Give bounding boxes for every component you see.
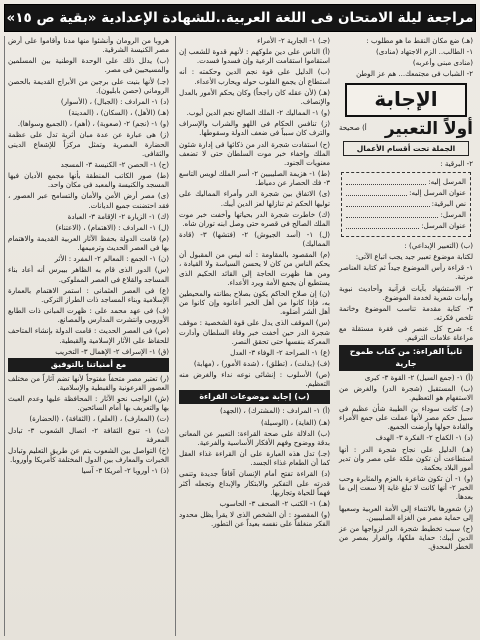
paragraph: (ط) ١- هزيمة الصليبيين ٢- أسر الملك لويس التاسع ٣- فك الحصار عن دمياط. bbox=[179, 169, 331, 188]
section-band: ثانياً القراءة: من كتاب طموح جارية bbox=[339, 345, 473, 371]
paragraph: (ك) خاطرت شجرة الدر بحياتها وأخفت خبر موت الملك الصالح فى قصره حتى وصل ابنه توران شاه. bbox=[179, 209, 330, 228]
paragraph: ٢- الاستشهاد بآيات قرآنية وأحاديث نبوية وأبيات شعرية لخدمة الموضوع. bbox=[339, 283, 473, 302]
column-right bbox=[336, 36, 476, 636]
paragraph: (ز) شعورها بالانتماء إلى الأمة العربية وسعيها إلى حماية مصر من الغزاة الصليبيين. bbox=[339, 503, 473, 522]
paragraph: (ع) فى العصر العثمانى : استمر الاهتمام بالعمارة الإسلامية وبناء المساجد ذات الطراز التركى. bbox=[8, 285, 169, 304]
paragraph: (ل) ١- المرادف : (الاهتمام) ، (الاعتناء) bbox=[55, 222, 169, 232]
paragraph: ١- قراءة رأس الموضوع جيداً ثم كتابة العناصر مرتبة. bbox=[339, 263, 473, 282]
form-line: نص البرقية: bbox=[346, 199, 466, 210]
paragraph: (ر) تعتبر مصر متحفاً مفتوحاً لأنها تضم آثاراً من مختلف العصور الفرعونية والقبطية والإسلامية. bbox=[8, 373, 169, 392]
paragraph: (ب) الدلالة على صحة القراءة: التعبير عن المعانى بدقة ووضوح وفهم الأفكار الأساسية والفرعية. bbox=[179, 428, 330, 447]
paragraph: (ى) الاتفاق بين شجرة الدر وأمراء المماليك على توليها الحكم ثم تنازلها لعز الدين أيبك. bbox=[179, 189, 330, 208]
paragraph: (جـ) لأنها بنيت على برجين من الأبراج القديمة بالحصن الروماني (حصن بابليون). bbox=[8, 76, 169, 95]
section-title-small: أ) صحيحة bbox=[339, 124, 367, 133]
paragraph: (ق) ١- الإسراف ٢- الإهمال ٣- التخريب bbox=[55, 346, 169, 356]
paragraph: (ح) استفادت شجرة الدر من ذكائها فى إدارة شئون الملك وإخفاء خبر موت السلطان حتى لا تضعف معنويات الجنود. bbox=[179, 139, 330, 167]
subheading: الجملة تحت أقسام الأعمال bbox=[343, 141, 469, 156]
paragraph: (ع) ١- الصراحة ٢- الوفاء ٣- العدل bbox=[230, 347, 330, 357]
section-title bbox=[339, 120, 473, 138]
paragraph: (ح) سبب تخطيط شجرة الدر لزواجها من عز الدين أيبك: حماية ملكها، والفرار بمصر من الخطر المحدق. bbox=[339, 523, 473, 552]
paragraph: ٣- كتابة مقدمة تناسب الموضوع وخاتمة تلخص فكرته. bbox=[339, 303, 473, 323]
column-middle bbox=[175, 36, 333, 636]
telegram-form bbox=[341, 172, 471, 237]
paragraph: (ن) إن صلاح الحاكم يكون بصلاح بطانته والمحيطين به، فإذا كانوا من أهل الخير أعانوه وإن كانوا من أهل الشر أضلوه. bbox=[179, 288, 330, 317]
answer-heading: الإجابة bbox=[374, 87, 438, 112]
paragraph: (ذ) ١- أوروبا ٢- أمريكا ٣- آسيا bbox=[81, 466, 169, 476]
paragraph: (ن) ١- الجمع : المعالم ٢- المفرد : الأثر bbox=[54, 254, 169, 264]
paragraph: (د) ١- الكفاح ٢- الفكرة ٣- الهدف bbox=[375, 433, 473, 443]
paragraph: (ب) يدلل ذلك على الوحدة الوطنية بين المسلمين والمسيحيين فى مصر. bbox=[8, 56, 169, 75]
paragraph: (ز) هى عبارة عن عدة مبان أثرية تدل على عظمة الحضارة المصرية وتمثل مركزاً للإشعاع الدينى والثقافى. bbox=[8, 130, 169, 158]
paragraph: (جـ) كانت سوداء بن الطيبة شأن عظيم فى سبيل حكم مصر لأنها عملت على جمع الأمراء والقادة حولها وأرضت الجميع. bbox=[339, 403, 473, 432]
paragraph: (ك) ١- الزيارة ٢- الإقامة ٣- العبادة bbox=[67, 211, 169, 221]
paragraph: هروبا من الرومان وأنشئوا منها مدنا وأقاموا على أرض مصر الكنيسة الشرقية. bbox=[8, 36, 169, 55]
paragraph: (ط) صور الكاتب المنطقة بأنها مجمع الأديان فيها المسجد والكنيسة والمعبد فى مكان واحد. bbox=[8, 171, 169, 190]
question-line: ١- الطالب.. الزم الاجتهاد (منادى) bbox=[375, 47, 473, 57]
paragraph: (ز) تنافس الحكام فى اللهو والشراب والإسراف والترف كان سبباً فى ضعف الدولة وسقوطها. bbox=[179, 119, 330, 138]
page-header bbox=[4, 4, 476, 32]
paragraph: (ت) (المعارف) ، (العلم) ، (الثقافة) ، (الحضارة) bbox=[29, 414, 169, 424]
columns-container bbox=[4, 36, 476, 636]
paragraph: ٤- شرح كل عنصر فى فقرة مستقلة مع مراعاة علامات الترقيم. bbox=[339, 324, 473, 343]
question-line: ٢- الشباب فى مجتمعك... هم عز الوطن bbox=[356, 69, 473, 79]
dotted-line bbox=[346, 221, 419, 229]
section-band: مع أمنياتنا بالتوفيق bbox=[8, 358, 169, 372]
paragraph: (جـ) تدل هذه العبارة على أن القراءة غذاء العقل كما أن الطعام غذاء الجسد. bbox=[179, 449, 330, 468]
question-line: (هـ) ضع مكان النقط ما هو مطلوب : bbox=[366, 36, 473, 45]
paragraph: (أ) ١- (جمع السيل) ٢- القوة ٣- كبرى bbox=[364, 372, 473, 382]
section-title-big: أولاً التعبير bbox=[384, 118, 473, 139]
paragraph: (خ) التواصل بين الشعوب يتم عن طريق التعليم وتبادل الخبرات والمعارف بين الدول المختلفة كأمريكا وأوروبا. bbox=[8, 445, 169, 465]
paragraph: (ف) فى عهد محمد على : ظهرت المبانى ذات الطابع الأوروبى وانتشرت المدارس والمصانع. bbox=[8, 306, 169, 325]
paragraph: (هـ) (الأهل) ، (السكان) ، (المدينة) bbox=[68, 108, 169, 118]
form-line: عنوان المرسل إليه: bbox=[346, 188, 466, 199]
form-line: عنوان المرسل: bbox=[346, 221, 466, 232]
section-band: (ب) إجابة موضوعات القراءة bbox=[179, 390, 330, 404]
column-left bbox=[4, 36, 172, 636]
paragraph: (د) القراءة تفتح أمام الإنسان آفاقاً جديدة وتنمى قدرته على التفكير والابتكار والإبداع وتجعله أكثر فهماً للحياة وتجاربها. bbox=[179, 469, 330, 497]
paragraph: (و) ١- (نجم) ٢- (صعوبة) ، (أهم) ، (الجميع وسواها). bbox=[17, 119, 169, 129]
paragraph: (ى) مصر أرض الأمن والأمان والتسامح عبر العصور ، فقد احتضنت جميع الديانات. bbox=[8, 191, 169, 210]
paragraph: (س) الدور الذى قام به الظاهر بيبرس أنه أعاد بناء المساجد والقلاع فى العصر المملوكى. bbox=[8, 265, 169, 284]
dotted-line bbox=[346, 199, 430, 207]
paragraph: (هـ) (لأن عقله كان راجحاً) وكان يحكم الأمور بالعدل والإنصاف. bbox=[179, 87, 330, 106]
paragraph: (ش) الواجب نحو الآثار : المحافظة عليها وعدم العبث بها والتعريف بها أمام السائحين. bbox=[8, 394, 169, 413]
answer-heading-box bbox=[345, 83, 467, 117]
paragraph: (و) المقصود : أن الشخص الذى لا يقرأ يظل محدود الفكر منغلقاً على نفسه بعيداً عن التطور. bbox=[179, 510, 330, 529]
paragraph: (ص) فى العصر الحديث : قامت الدولة بإنشاء المتاحف للحفاظ على الآثار الإسلامية والقبطية. bbox=[8, 326, 169, 345]
paragraph: لكتابة موضوع تعبير جيد يجب اتباع الآتى: bbox=[355, 252, 473, 262]
paragraph: (هـ) الدليل على نجاح شجرة الدر : أنها استطاعت أن تكون ملكة على مصر وأن تدير أمور البلاد بحكمة. bbox=[339, 444, 473, 472]
paragraph: (جـ) ١- الجارية ٢- الأمراء bbox=[257, 36, 330, 45]
dotted-line bbox=[346, 210, 438, 218]
paragraph: (ح) ١- الحصن ٢- الكنيسة ٣- المسجد bbox=[60, 159, 169, 169]
paragraph: (أ) ١- المرادف : (المشترك) ، (الجهد) bbox=[220, 406, 330, 416]
paragraph: (م) المقصود بالمقاومة : أنه ليس من المقبول أن يحكم الناس من كان لا يحسن السياسة ولا القيادة ، ومن هنا ظهرت الحاجة إلى القائد الحكيم الذى يستطيع أن يجمع الأمة ويرد الأعداء. bbox=[179, 250, 330, 287]
paragraph: (و) ١- المماليك ٢- الملك الصالح نجم الدين أيوب. bbox=[186, 108, 330, 118]
paragraph: (هـ) ١- الكتب ٢- الصحف ٣- الحاسوب bbox=[219, 498, 330, 508]
paragraph: (م) قامت الدولة بحفظ الآثار العربية القديمة والاهتمام بها فى العصر الحديث وترميمها. bbox=[8, 233, 169, 253]
paragraph: (ب) المستقبل (شجرة الدر) والغرض من الاستفهام هو التعظيم. bbox=[339, 383, 473, 402]
paragraph: (هـ) (الغاية) ، (الوسيلة) bbox=[260, 417, 330, 427]
paragraph: (ب) الدليل على قوة نجم الدين وحكمته : أنه استطاع أن يجمع القلوب حوله ويحارب الأعداء. bbox=[179, 67, 330, 86]
paragraph: (ص) الأسلوب : إنشائى نوعه نداء والغرض منه التعظيم. bbox=[179, 370, 330, 389]
form-line: المرسل: bbox=[346, 210, 466, 221]
paragraph: (ب) (التعبير الإبداعي) : bbox=[404, 240, 473, 250]
page-title: مراجعة ليلة الامتحان فى اللغة العربية..للشهادة الإعدادية «بقية ص ١٥» bbox=[6, 10, 474, 26]
paragraph: (و) ١- أن تكون شاعرة بالعزم والمثابرة وحب الخير ٢- أنها كانت لا تبلغ غاية إلا سعت إلى ما بعدها. bbox=[339, 474, 474, 502]
question-line: (منادى مبنى وأعربه) bbox=[412, 58, 473, 68]
paragraph: (ل) ١- (أسد الجيوش) ٢- (فتشها) ٣- (قادة المماليك) bbox=[179, 229, 330, 249]
paragraph: (ث) ١- تنوع الثقافة ٢- اتصال الشعوب ٣- تبادل المعرفة bbox=[8, 425, 170, 444]
paragraph: (د) ١- المرادف : (الجبال) ، (الأسوار) bbox=[60, 96, 169, 106]
paragraph: (أ) الناس على دين ملوكهم : لأنهم قدوة للشعب إن استقاموا استقامت الرعية وإن فسدوا فسدت. bbox=[179, 47, 330, 66]
form-line: المرسل إليه: bbox=[346, 177, 466, 188]
dotted-line bbox=[346, 188, 407, 196]
paragraph: (ف) (بذلت) ، (تطلق) ، (شدة الأمور) ، (مهابة) bbox=[193, 359, 330, 368]
paragraph: ٢- البرقية : bbox=[440, 158, 473, 168]
dotted-line bbox=[346, 177, 426, 185]
paragraph: (س) الموقف الذى يدل على قوة الشخصية : موقف شجرة الدر حين أخفت خبر وفاة السلطان وأدارت المعركة بنفسها حتى تحقق النصر. bbox=[179, 318, 330, 346]
